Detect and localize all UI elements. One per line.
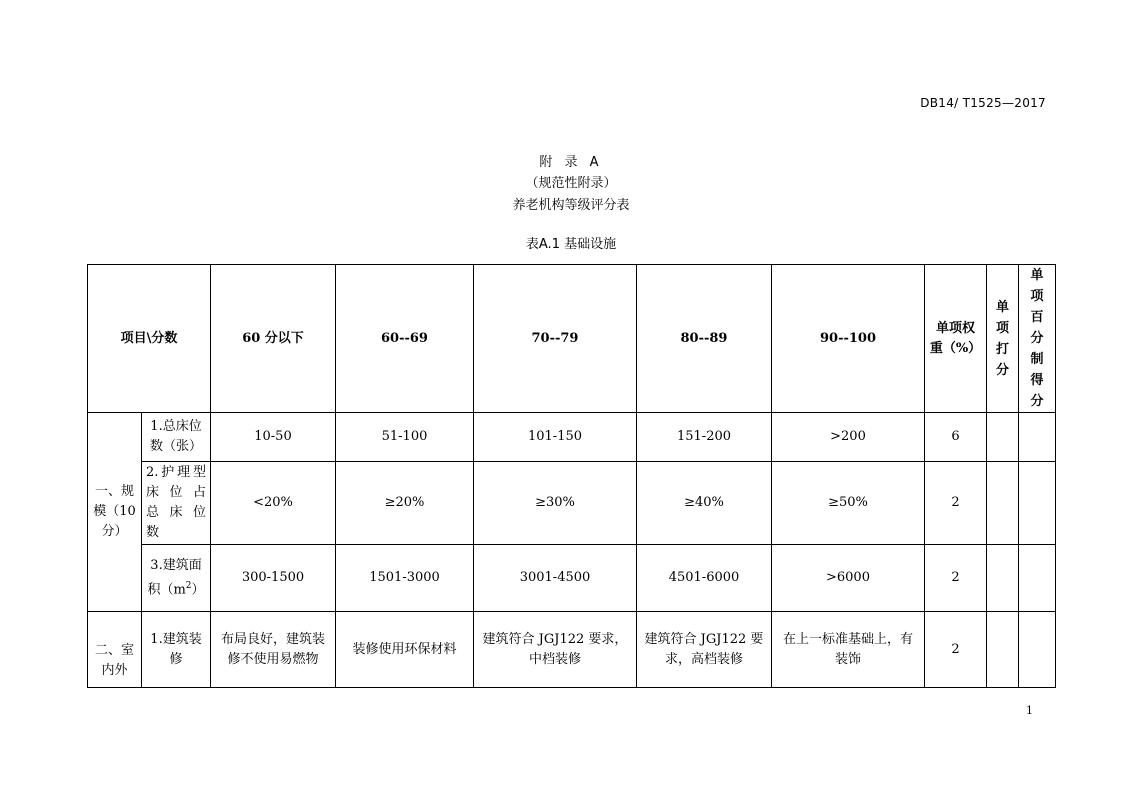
cell-line: 求，高档装修 (664, 651, 743, 667)
header-percent-char: 单 (1030, 268, 1044, 283)
table-row (88, 545, 1056, 612)
cell-value (772, 612, 925, 688)
cell-weight: 2 (925, 612, 987, 688)
cell-percent-input[interactable] (1019, 612, 1056, 688)
header-percent-char: 分 (1030, 331, 1044, 346)
item-nursing-beds (142, 462, 211, 545)
document-code: DB14/ T1525—2017 (920, 96, 1046, 110)
cell-percent-input[interactable] (1019, 545, 1056, 612)
table-row (88, 462, 1056, 545)
cell-weight: 2 (925, 545, 987, 612)
cell-value: ≥40% (637, 462, 772, 545)
item-line: 数（张） (149, 439, 202, 454)
table-title: 表A.1 基础设施 (525, 237, 617, 252)
cell-value: 1501-3000 (336, 545, 474, 612)
header-score-char: 项 (995, 320, 1009, 336)
cell-percent-input[interactable] (1019, 413, 1056, 462)
cell-value (474, 612, 637, 688)
header-score-char: 单 (995, 299, 1009, 315)
item-line: 床位占 (146, 485, 206, 500)
header-score-char: 分 (995, 362, 1009, 378)
cell-value: 4501-6000 (637, 545, 772, 612)
item-building-area (142, 545, 211, 612)
section-line: 模（10 (93, 504, 136, 519)
cell-value (637, 612, 772, 688)
cell-value: >200 (772, 413, 925, 462)
cell-line: 建筑符合 JGJ122 要求， (482, 631, 628, 647)
document-title: 养老机构等级评分表 (512, 198, 630, 213)
header-percent-char: 分 (1030, 394, 1044, 409)
section-line: 内外 (101, 663, 128, 678)
cell-value: >6000 (772, 545, 925, 612)
header-60-69: 60--69 (336, 265, 474, 413)
cell-weight: 2 (925, 462, 987, 545)
cell-value (211, 612, 336, 688)
appendix-type: （规范性附录） (525, 176, 617, 191)
header-90-100: 90--100 (772, 265, 925, 413)
cell-value: 300-1500 (211, 545, 336, 612)
cell-score-input[interactable] (987, 413, 1019, 462)
table-row (88, 612, 1056, 688)
cell-value: ≥20% (336, 462, 474, 545)
section-scale (88, 413, 142, 612)
section-indoor-outdoor (88, 612, 142, 688)
section-line: 二、室 (94, 643, 134, 658)
header-item-score (987, 265, 1019, 413)
cell-score-input[interactable] (987, 462, 1019, 545)
header-percent-char: 项 (1030, 289, 1044, 304)
header-percent-char: 制 (1030, 352, 1044, 367)
item-line: 1.建筑装 (150, 631, 202, 647)
header-percent-score (1019, 265, 1056, 413)
cell-line: 建筑符合 JGJ122 要 (644, 631, 764, 647)
header-weight-line2: 重（%） (929, 340, 982, 356)
item-area-text: 积（m (147, 582, 186, 598)
header-weight-line1: 单项权 (935, 320, 975, 336)
cell-line: 在上一标准基础上，有 (782, 631, 913, 647)
cell-value: ≥50% (772, 462, 925, 545)
header-percent-char: 得 (1030, 373, 1044, 388)
item-decoration (142, 612, 211, 688)
item-line: 修 (169, 651, 183, 667)
scoring-table (87, 264, 1056, 688)
item-line: 数 (146, 525, 160, 540)
item-line: 2.护理型 (146, 465, 206, 480)
header-percent-char: 百 (1030, 310, 1044, 325)
item-line: 3.建筑面 (150, 557, 202, 573)
header-70-79: 70--79 (474, 265, 637, 413)
table-header-row (88, 265, 1056, 413)
item-total-beds (142, 413, 211, 462)
cell-line: 中档装修 (528, 651, 581, 667)
header-below-60: 60 分以下 (211, 265, 336, 413)
header-weight (925, 265, 987, 413)
header-item: 项目\分数 (88, 265, 211, 413)
cell-value: 51-100 (336, 413, 474, 462)
cell-line: 修不使用易燃物 (227, 651, 319, 667)
cell-line: 布局良好，建筑装 (220, 631, 325, 647)
item-line (146, 576, 206, 600)
page-number: 1 (1026, 704, 1033, 717)
cell-value: 151-200 (637, 413, 772, 462)
header-score-char: 打 (995, 341, 1009, 357)
cell-score-input[interactable] (987, 545, 1019, 612)
cell-percent-input[interactable] (1019, 462, 1056, 545)
item-area-close: ） (191, 582, 205, 598)
section-line: 分） (101, 524, 128, 539)
table-row (88, 413, 1056, 462)
item-line: 1.总床位 (150, 419, 202, 434)
cell-value: 3001-4500 (474, 545, 637, 612)
cell-score-input[interactable] (987, 612, 1019, 688)
section-line: 一、规 (94, 484, 134, 499)
cell-value: ≥30% (474, 462, 637, 545)
item-line: 总床位 (146, 505, 206, 520)
cell-weight: 6 (925, 413, 987, 462)
item-area-sup: 2 (185, 580, 192, 591)
cell-value: 10-50 (211, 413, 336, 462)
cell-value: 101-150 (474, 413, 637, 462)
header-80-89: 80--89 (637, 265, 772, 413)
cell-value: <20% (211, 462, 336, 545)
cell-line: 装饰 (834, 651, 861, 667)
cell-value: 装修使用环保材料 (336, 612, 474, 688)
appendix-heading: 附 录 A (539, 155, 603, 170)
